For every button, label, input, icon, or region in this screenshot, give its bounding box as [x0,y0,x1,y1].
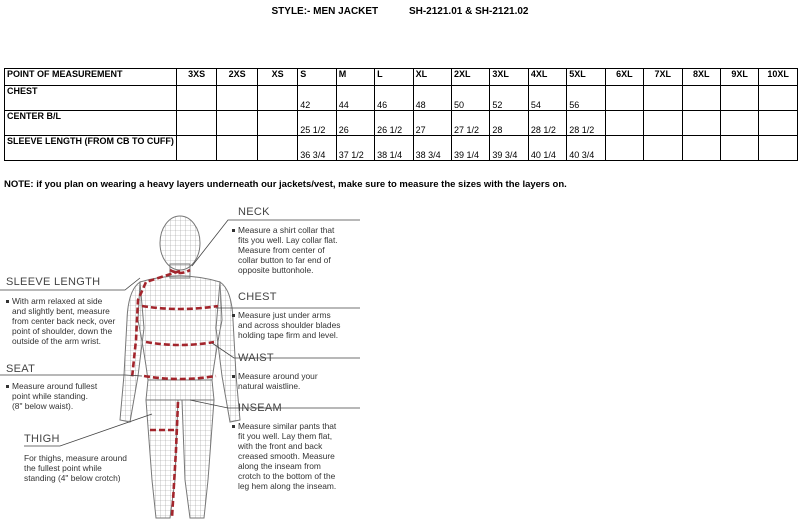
chest-instructions [232,310,340,340]
measurement-cell: 38 3/4 [413,136,451,161]
measurement-cell: 46 [375,86,413,111]
waist-instructions [232,371,318,391]
sleeve-instructions [6,296,115,346]
measurement-cell: 44 [336,86,374,111]
measurement-cell [176,136,216,161]
bullet-icon [6,385,9,388]
instruction-line: Measure just under arms [232,310,340,320]
measurement-cell: 40 3/4 [567,136,605,161]
measurement-cell: 37 1/2 [336,136,374,161]
instruction-line: creased smooth. Measure [238,451,335,461]
size-header-s: S [298,69,336,86]
instruction-line: With arm relaxed at side [6,296,115,306]
bullet-icon [232,229,235,232]
measurement-cell [257,111,297,136]
size-header-5xl: 5XL [567,69,605,86]
header-point-of-measurement: POINT OF MEASUREMENT [5,69,177,86]
size-header-m: M [336,69,374,86]
size-header-8xl: 8XL [682,69,720,86]
measurement-cell: 56 [567,86,605,111]
inseam-instructions [232,421,336,491]
measurement-cell: 27 [413,111,451,136]
measurement-cell [605,111,643,136]
instruction-line: fits you well. Lay collar flat. [238,235,338,245]
measurement-cell: 27 1/2 [451,111,489,136]
measurement-cell: 40 1/4 [528,136,566,161]
instruction-line: with the front and back [238,441,323,451]
sleeve-title: SLEEVE LENGTH [6,276,101,288]
instruction-line: from center back neck, over [12,316,116,326]
measurement-cell: 26 1/2 [375,111,413,136]
measurement-cell [759,136,798,161]
neck-instructions [232,225,338,275]
measurement-cell [759,111,798,136]
measurement-cell: 39 3/4 [490,136,528,161]
table-header-row [5,69,798,86]
size-header-7xl: 7XL [644,69,682,86]
measurement-cell: 28 1/2 [528,111,566,136]
measurement-cell [644,86,682,111]
waist-title: WAIST [238,352,274,364]
instruction-line: Measure around fullest [6,381,97,391]
measurement-cell [759,86,798,111]
instruction-line: standing (4" below crotch) [24,473,121,483]
row-label: SLEEVE LENGTH (FROM CB TO CUFF) [5,136,177,161]
measurement-cell: 28 1/2 [567,111,605,136]
thigh-instructions [24,453,127,483]
measurement-cell: 52 [490,86,528,111]
measurement-cell: 25 1/2 [298,111,336,136]
instruction-line: collar button to far end of [238,255,331,265]
measurement-cell [217,86,257,111]
measurement-cell [257,136,297,161]
measurement-guide [0,200,360,529]
size-header-10xl: 10XL [759,69,798,86]
style-name: STYLE:- MEN JACKET [271,6,379,17]
row-label: CENTER B/L [5,111,177,136]
measurement-cell: 48 [413,86,451,111]
neck-title: NECK [238,206,270,218]
measurement-cell [682,86,720,111]
instruction-line: the fullest point while [24,463,102,473]
instruction-line: holding tape firm and level. [238,330,339,340]
bullet-icon [232,425,235,428]
instruction-line: opposite buttonhole. [238,265,314,275]
measurement-cell: 26 [336,111,374,136]
bullet-icon [232,375,235,378]
size-header-3xl: 3XL [490,69,528,86]
table-row [5,111,798,136]
measurement-cell [644,111,682,136]
layering-note: NOTE: if you plan on wearing a heavy layers underneath our jackets/vest, make sure to measure the sizes with the layers on. [4,179,567,190]
seat-title: SEAT [6,363,36,375]
measurement-cell [605,136,643,161]
measurement-cell [720,136,758,161]
instruction-line: Measure from center of [238,245,325,255]
measurement-cell: 54 [528,86,566,111]
measurement-cell [644,136,682,161]
measurement-cell [720,86,758,111]
instruction-line: and slightly bent, measure [12,306,110,316]
size-chart-table [4,68,798,161]
instruction-line: natural waistline. [238,381,301,391]
measurement-cell [257,86,297,111]
thigh-title: THIGH [24,433,60,445]
size-header-2xs: 2XS [217,69,257,86]
seat-instructions [6,381,97,411]
size-header-l: L [375,69,413,86]
instruction-line: (8" below waist). [12,401,74,411]
measurement-cell: 42 [298,86,336,111]
measurement-cell [176,86,216,111]
size-header-xl: XL [413,69,451,86]
instruction-line: fit you well. Lay them flat, [238,431,333,441]
style-codes: SH-2121.01 & SH-2121.02 [408,6,529,17]
human-figure [120,216,240,518]
instruction-line: Measure a shirt collar that [232,225,338,235]
measurement-cell: 38 1/4 [375,136,413,161]
instruction-line: point of shoulder, down the [12,326,113,336]
page-title [0,6,800,17]
instruction-line: outside of the arm wrist. [12,336,101,346]
inseam-title: INSEAM [238,402,282,414]
size-header-2xl: 2XL [451,69,489,86]
measurement-cell: 39 1/4 [451,136,489,161]
instruction-line: Measure similar pants that [232,421,336,431]
instruction-line: and across shoulder blades [238,320,341,330]
measurement-cell [605,86,643,111]
bullet-icon [232,314,235,317]
measurement-cell [682,136,720,161]
bullet-icon [6,300,9,303]
measurement-cell [720,111,758,136]
measurement-cell [217,136,257,161]
measurement-cell: 28 [490,111,528,136]
instruction-line: along the inseam from [238,461,321,471]
instruction-line: For thighs, measure around [24,453,127,463]
row-label: CHEST [5,86,177,111]
measurement-cell: 36 3/4 [298,136,336,161]
size-header-6xl: 6XL [605,69,643,86]
instruction-line: leg hem along the inseam. [238,481,337,491]
measurement-cell [217,111,257,136]
chest-title: CHEST [238,291,277,303]
measurement-cell [682,111,720,136]
instruction-line: point while standing. [12,391,88,401]
measurement-cell [176,111,216,136]
size-header-4xl: 4XL [528,69,566,86]
size-header-9xl: 9XL [720,69,758,86]
size-header-3xs: 3XS [176,69,216,86]
measurement-cell: 50 [451,86,489,111]
instruction-line: Measure around your [232,371,318,381]
table-row [5,136,798,161]
size-header-xs: XS [257,69,297,86]
table-row [5,86,798,111]
instruction-line: crotch to the bottom of the [238,471,336,481]
